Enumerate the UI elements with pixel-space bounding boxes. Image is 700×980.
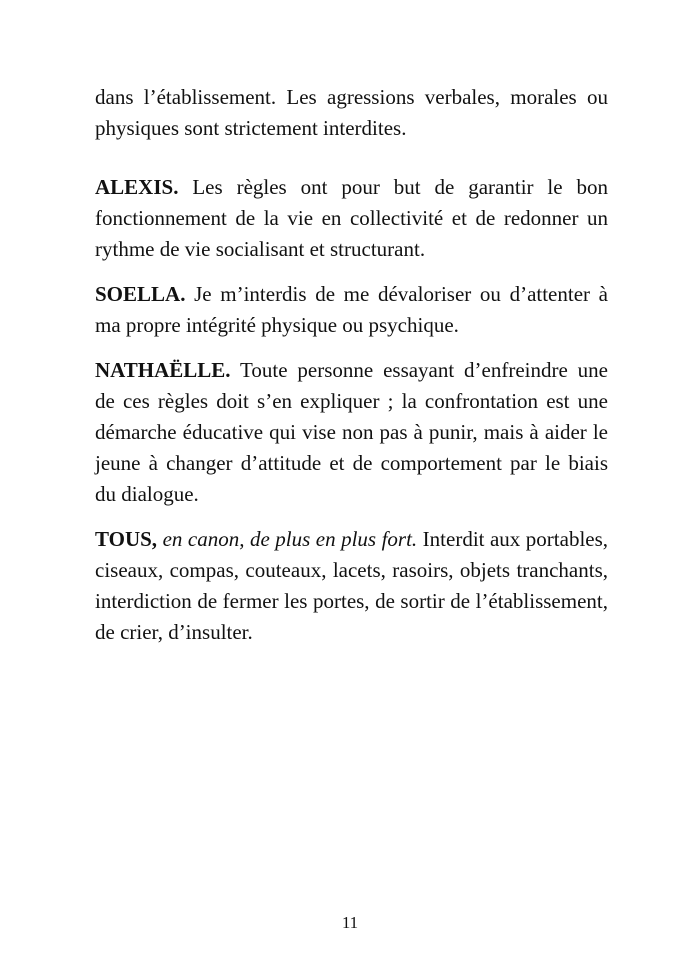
speaker-name: NATHAËLLE. bbox=[95, 358, 231, 382]
paragraph-continuation bbox=[95, 82, 608, 144]
speaker-name: ALEXIS. bbox=[95, 175, 179, 199]
speaker-name: SOELLA. bbox=[95, 282, 186, 306]
paragraph-soella bbox=[95, 279, 608, 341]
paragraph-alexis bbox=[95, 172, 608, 265]
paragraph-text: Je m’interdis de me dévaloriser ou d’attenter à ma propre intégrité physique ou psychique. bbox=[95, 282, 608, 337]
paragraph-text: Les règles ont pour but de garantir le bon fonctionnement de la vie en collectivité et de redonner un rythme de vie socialisant et structurant. bbox=[95, 175, 608, 261]
paragraph-text: Interdit aux portables, ciseaux, compas, couteaux, lacets, rasoirs, objets tranchants, interdiction de fermer les portes, de sortir de l’établissement, de crier, d’insulter. bbox=[95, 527, 609, 644]
page-text bbox=[95, 82, 608, 648]
stage-direction: en canon, de plus en plus fort. bbox=[162, 527, 418, 551]
paragraph-tous bbox=[95, 524, 608, 648]
speaker-name: TOUS, bbox=[95, 527, 158, 551]
page-number: 11 bbox=[341, 913, 359, 932]
paragraph-text: dans l’établissement. Les agressions verbales, morales ou physiques sont strictement interdites. bbox=[95, 85, 608, 140]
paragraph-nathaelle bbox=[95, 355, 608, 510]
paragraph-text: Toute personne essayant d’enfreindre une de ces règles doit s’en expliquer ; la confrontation est une démarche éducative qui vise non pas à punir, mais à aider le jeune à changer d’attitude et de comportement par le biais du dialogue. bbox=[95, 358, 609, 506]
